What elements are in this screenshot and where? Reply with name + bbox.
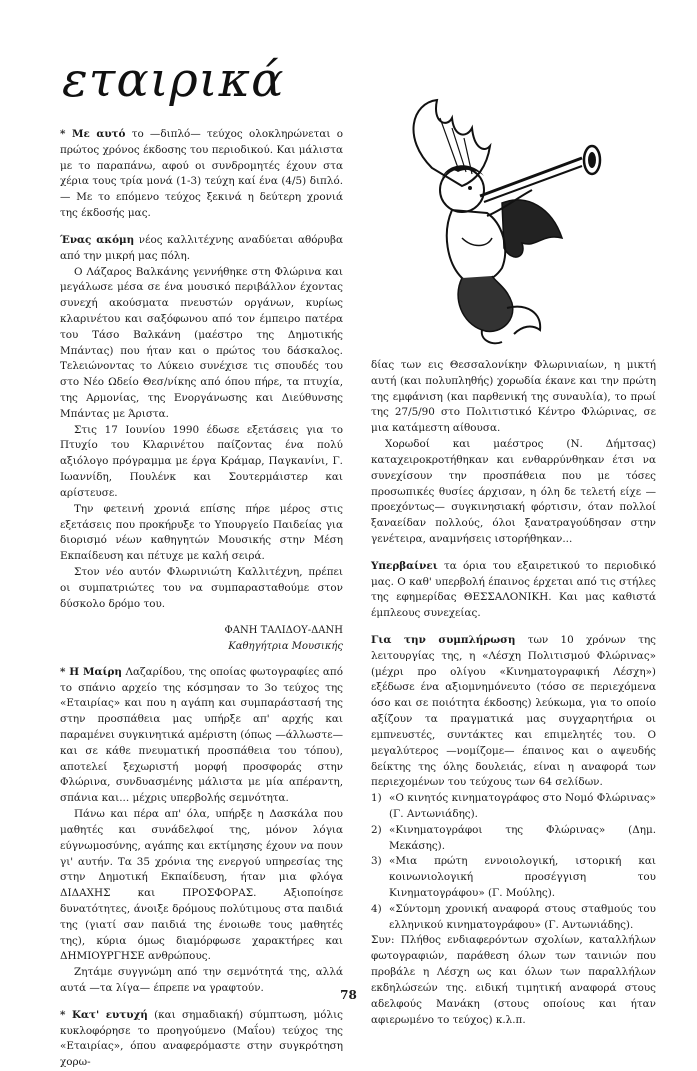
intro-paragraph: * Με αυτό το —διπλό— τεύχος ολοκληρώνεται ο πρώτος χρόνος έκδοσης του περιοδικού. Και μάλιστα με το παραπάνω, αφού οι συνδρομητές έχουν στα χέρια τους τρία μονά (1-3) τεύχη καί ένα (4/5) διπλό. — Με το επόμενο τεύχος ξεκινά η δεύτερη χρονιά της έκδοσής μας. <box>60 128 343 220</box>
body-paragraph: Την φετεινή χρονιά επίσης πήρε μέρος στις εξετάσεις που προκήρυξε το Υπουργείο Παιδείας για διορισμό νέων καθηγητών Μουσικής στην Μέση Εκπαίδευση και πέτυχε με καλή σειρά. <box>60 502 343 563</box>
body-paragraph: Συν: Πλήθος ενδιαφερόντων σχολίων, καταλλήλων φωτογραφιών, παράθεση όλων των ταινιών που προβάλε η Λέσχη ως και όλων των παραλλήλων εκδηλώσεών της. ειδική τιμητική αναφορά στους αδελφούς Μανάκη (στους οποίους και ήταν αφιερωμένο το τεύχος) κ.λ.π. <box>371 934 656 1026</box>
list-item: 1) «Ο κινητός κινηματογράφος στο Νομό Φλώρινας» (Γ. Αντωνιάδης). <box>371 792 656 820</box>
body-paragraph: Ο Λάζαρος Βαλκάνης γεννήθηκε στη Φλώρινα και μεγάλωσε μέσα σε ένα μουσικό περιβάλλον έχοντας συνεχή ακούσματα πνευστών οργάνων, κυρίως κλαρινέτου και σαξόφωνου από τον έμπειρο πατέρα του Τάσο Βαλκάνη (μαέστρο της Δημοτικής Μπάντας) που ήταν και ο πρώτος του δάσκαλος. Τελειώνοντας το Λύκειο συνέχισε τις σπουδές του στο Νέο Ωδείο Θεσ/νίκης από όπου πήρε, τα πτυχία, της Αρμονίας, της Ενοργάνωσης και Διεύθυνσης Μπάντας με Άριστα. <box>60 265 343 420</box>
signature-name: ΦΑΝΗ ΤΑΛΙΔΟΥ-ΔΑΝΗ <box>224 625 343 637</box>
page-number: 78 <box>340 988 357 1002</box>
angel-trumpet-illustration <box>392 98 614 348</box>
page-heading: εταιρικά <box>62 52 285 108</box>
list-item: 4) «Σύντομη χρονική αναφορά στους σταθμούς του ελληνικού κινηματογράφου» (Γ. Αντωνιάδης). <box>371 902 656 931</box>
contents-list <box>371 791 656 933</box>
body-paragraph: Ζητάμε συγγνώμη από την σεμνότητά της, αλλά αυτά —τα λίγα— έπρεπε να γραφτούν. <box>60 966 343 994</box>
signature-role: Καθηγήτρια Μουσικής <box>228 640 343 652</box>
right-column <box>371 358 656 1028</box>
body-paragraph: Στον νέο αυτόν Φλωρινιώτη Καλλιτέχνη, πρέπει οι συμπατριώτες του να συμπαρασταθούμε στον δύσκολο δρόμο του. <box>60 565 343 610</box>
list-item: 2) «Κινηματογράφοι της Φλώρινας» (Δημ. Μεκάσης). <box>371 823 656 852</box>
body-paragraph: δίας των εις Θεσσαλονίκην Φλωρινιαίων, η μικτή αυτή (και πολυπληθής) χορωδία έκανε και την πρώτη της εμφάνιση (και παρθενική της συναυλία), το πρωί της 27/5/90 στο Πολιτιστικό Κέντρο Φλώρινας, σε μια κατάμεστη αίθουσα. <box>371 359 656 435</box>
mairi-paragraph: * Η Μαίρη Λαζαρίδου, της οποίας φωτογραφίες από το σπάνιο αρχείο της κόσμησαν το 3ο τεύχος της «Εταιρίας» και που η αγάπη και συμπαράστασή της στην προσπάθεια μας υπήρξε απ' αρχής και παραμένει συγκινητικά αμέριστη (όπως —άλλωστε— και σε κάθε πνευματική προσπάθεια του τόπου), αποτελεί ξεχωριστή μορφή προσφοράς στην Φλώρινα, συνδυασμένης μάλιστα με μία απέραντη, σπάνια και... μέχρις υπερβολής σεμνότητα. <box>60 665 344 805</box>
body-paragraph: Στις 17 Ιουνίου 1990 έδωσε εξετάσεις για το Πτυχίο του Κλαρινέτου παίζοντας ένα πολύ αξιόλογο πρόγραμμα με έργα Κράμαρ, Παγκανίνι, Γ. Ιωαννίδη, Πουλένκ και Σουτερμάιστερ και αρίστευσε. <box>60 423 343 499</box>
new-artist-paragraph: Ένας ακόμη νέος καλλιτέχνης αναδύεται αθόρυβα από την μικρή μας πόλη. <box>60 233 343 262</box>
left-column <box>60 127 343 1071</box>
club-anniversary-paragraph: Για την συμπλήρωση των 10 χρόνων της λειτουργίας της, η «Λέσχη Πολιτισμού Φλώρινας» (μέχρι προ ολίγου «Κινηματογραφική Λέσχη») εξέδωσε ένα αξιομνημόνευτο (τόσο σε περιεχόμενα όσο και σε ποιότητα έκδοσης) λεύκωμα, για το οποίο αξίζουν τα πραγματικά μας συγχαρητήρια οι εμπνευστές, συντάκτες και επιμελητές του. Ο μεγαλύτερος —νομίζομε— έπαινος και ο αψευδής δείκτης της όλης δουλειάς, είναι η αναφορά των περιεχομένων του τεύχους των 64 σελίδων. <box>371 634 656 789</box>
magazine-praise-paragraph: Υπερβαίνει τα όρια του εξαιρετικού το περιοδικό μας. Ο καθ' υπερβολή έπαινος έρχεται από τις στήλες της εφημερίδας ΘΕΣΣΑΛΟΝΙΚΗ. Και μας καθιστά έμπλεους συνεχείας. <box>371 559 656 620</box>
body-paragraph: Χορωδοί και μαέστρος (Ν. Δήμτσας) καταχειροκροτήθηκαν και ενθαρρύνθηκαν έτσι να συνεχίσουν την προσπάθεια που με τόσες προσωπικές θυσίες άρχισαν, η όλη δε τελετή είχε —προεχόντως— συγκινησιακή φόρτισιν, όταν πολλοί ξαναείδαν πολλούς, όλοι ξανατραγούδησαν στην γενέτειρα, αναμνήσεις ιστορήθηκαν... <box>371 438 656 545</box>
list-item: 3) «Μια πρώτη εννοιολογική, ιστορική και κοινωνιολογική προσέγγιση του Κινηματογράφου» (Γ. Μούλης). <box>371 855 656 899</box>
choir-paragraph: * Κατ' ευτυχή (και σημαδιακή) σύμπτωση, μόλις κυκλοφόρησε το προηγούμενο (Μαΐου) τεύχος της «Εταιρίας», όπου αναφερόμαστε στην συγκρότηση χορω- <box>60 1008 343 1069</box>
body-paragraph: Πάνω και πέρα απ' όλα, υπήρξε η Δασκάλα που μαθητές και συνάδελφοί της, μόνον λόγια εύγνωμοσύνης, αγάπης και εκτίμησης έχουν να πουν γι' αυτήν. Τα 35 χρόνια της ενεργού υπηρεσίας της στην Δημοτική Εκπαίδευση, ήταν μια φλόγα ΔΙΔΑΧΗΣ και ΠΡΟΣΦΟΡΑΣ. Αξιοποίησε δυνατότητες, άνοιξε δρόμους πολύτιμους στα παιδιά της (γιατί σαν παιδιά της ένοιωθε τους μαθητές της), κύρια όμως διαμόρφωσε χαρακτήρες και ΔΗΜΙΟΥΡΓΗΣΕ ανθρώπους. <box>60 808 343 963</box>
